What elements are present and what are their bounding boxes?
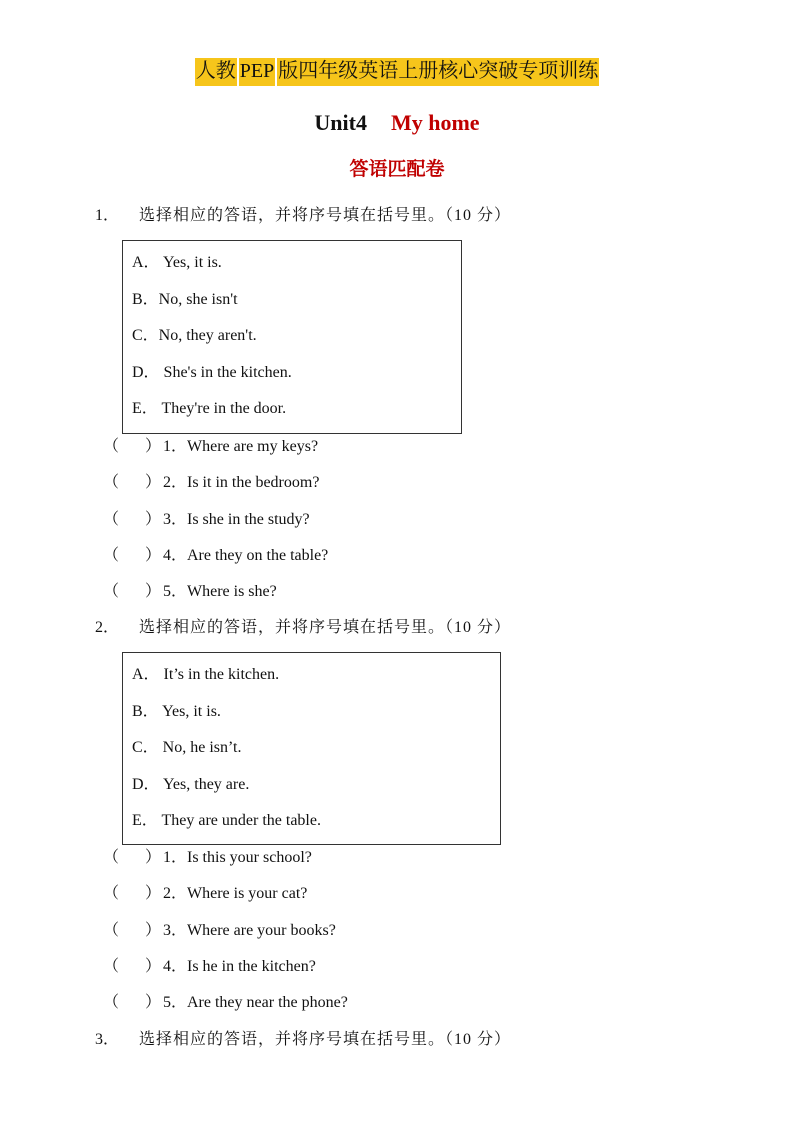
question-text: 1．Where are my keys?	[163, 438, 319, 455]
question-text: 3．Is she in the study?	[163, 510, 310, 528]
question-1-items	[103, 432, 328, 613]
close-paren: ）	[145, 583, 162, 601]
answer-blank[interactable]	[103, 952, 163, 982]
answer-row	[103, 916, 348, 952]
option-item: B． Yes, it is.	[132, 702, 221, 720]
answer-blank[interactable]	[103, 505, 163, 535]
sheet-title: 答语匹配卷	[349, 158, 445, 180]
question-number: 3．	[95, 1031, 120, 1048]
answer-blank[interactable]	[103, 577, 163, 607]
question-text: 4．Are they on the table?	[163, 546, 329, 564]
banner-title	[0, 54, 794, 88]
question-text: 2．Is it in the bedroom?	[163, 474, 320, 492]
answer-row	[103, 577, 328, 613]
answer-blank[interactable]	[103, 468, 163, 498]
answer-row	[103, 879, 348, 915]
open-paren: （	[103, 546, 120, 564]
unit-label: Unit4	[314, 110, 367, 135]
open-paren: （	[103, 438, 120, 455]
open-paren: （	[103, 957, 120, 975]
option-item: A． It’s in the kitchen.	[132, 666, 280, 683]
close-paren: ）	[145, 849, 162, 866]
open-paren: （	[103, 921, 120, 939]
question-text: 4．Is he in the kitchen?	[163, 957, 316, 975]
banner-segment: 人教	[195, 58, 237, 86]
option-item: B．No, she isn't	[132, 290, 238, 308]
question-3-heading	[95, 1030, 511, 1050]
unit-title	[0, 109, 794, 137]
close-paren: ）	[145, 885, 162, 903]
question-text: 5．Are they near the phone?	[163, 994, 348, 1012]
open-paren: （	[103, 849, 120, 866]
question-instruction: 选择相应的答语，并将序号填在括号里。（10 分）	[139, 207, 512, 224]
question-text: 1．Is this your school?	[163, 849, 312, 866]
option-item: A． Yes, it is.	[132, 254, 222, 271]
option-item: C．No, they aren't.	[132, 327, 257, 344]
open-paren: （	[103, 994, 120, 1012]
option-item: D． She's in the kitchen.	[132, 363, 292, 381]
close-paren: ）	[145, 546, 162, 564]
answer-row	[103, 541, 328, 577]
answer-blank[interactable]	[103, 843, 163, 873]
answer-blank[interactable]	[103, 879, 163, 909]
open-paren: （	[103, 474, 120, 492]
open-paren: （	[103, 583, 120, 601]
question-instruction: 选择相应的答语，并将序号填在括号里。（10 分）	[139, 619, 512, 636]
question-2-heading	[95, 618, 511, 638]
answer-row	[103, 505, 328, 541]
close-paren: ）	[145, 921, 162, 939]
open-paren: （	[103, 885, 120, 903]
answer-blank[interactable]	[103, 916, 163, 946]
unit-topic: My home	[390, 110, 480, 135]
answer-row	[103, 468, 328, 504]
option-item: E． They're in the door.	[132, 400, 287, 417]
open-paren: （	[103, 510, 120, 528]
answer-row	[103, 432, 328, 468]
question-text: 3．Where are your books?	[163, 921, 336, 939]
answer-row	[103, 988, 348, 1024]
option-item: E． They are under the table.	[132, 812, 321, 829]
option-item: C． No, he isn’t.	[132, 739, 242, 756]
question-text: 5．Where is she?	[163, 583, 277, 601]
question-text: 2．Where is your cat?	[163, 885, 308, 903]
question-1-heading	[95, 206, 511, 226]
banner-segment: 版四年级英语上册核心突破专项训练	[277, 58, 599, 86]
close-paren: ）	[145, 957, 162, 975]
close-paren: ）	[145, 994, 162, 1012]
question-2-options	[122, 652, 501, 845]
question-instruction: 选择相应的答语，并将序号填在括号里。（10 分）	[139, 1031, 512, 1048]
answer-blank[interactable]	[103, 988, 163, 1018]
banner-segment: PEP	[239, 58, 275, 86]
answer-row	[103, 843, 348, 879]
close-paren: ）	[145, 438, 162, 455]
question-number: 1．	[95, 207, 120, 224]
close-paren: ）	[145, 510, 162, 528]
close-paren: ）	[145, 474, 162, 492]
answer-blank[interactable]	[103, 541, 163, 571]
option-item: D． Yes, they are.	[132, 775, 250, 793]
answer-row	[103, 952, 348, 988]
question-1-options	[122, 240, 462, 434]
answer-blank[interactable]	[103, 432, 163, 462]
question-2-items	[103, 843, 348, 1024]
question-number: 2．	[95, 619, 120, 636]
